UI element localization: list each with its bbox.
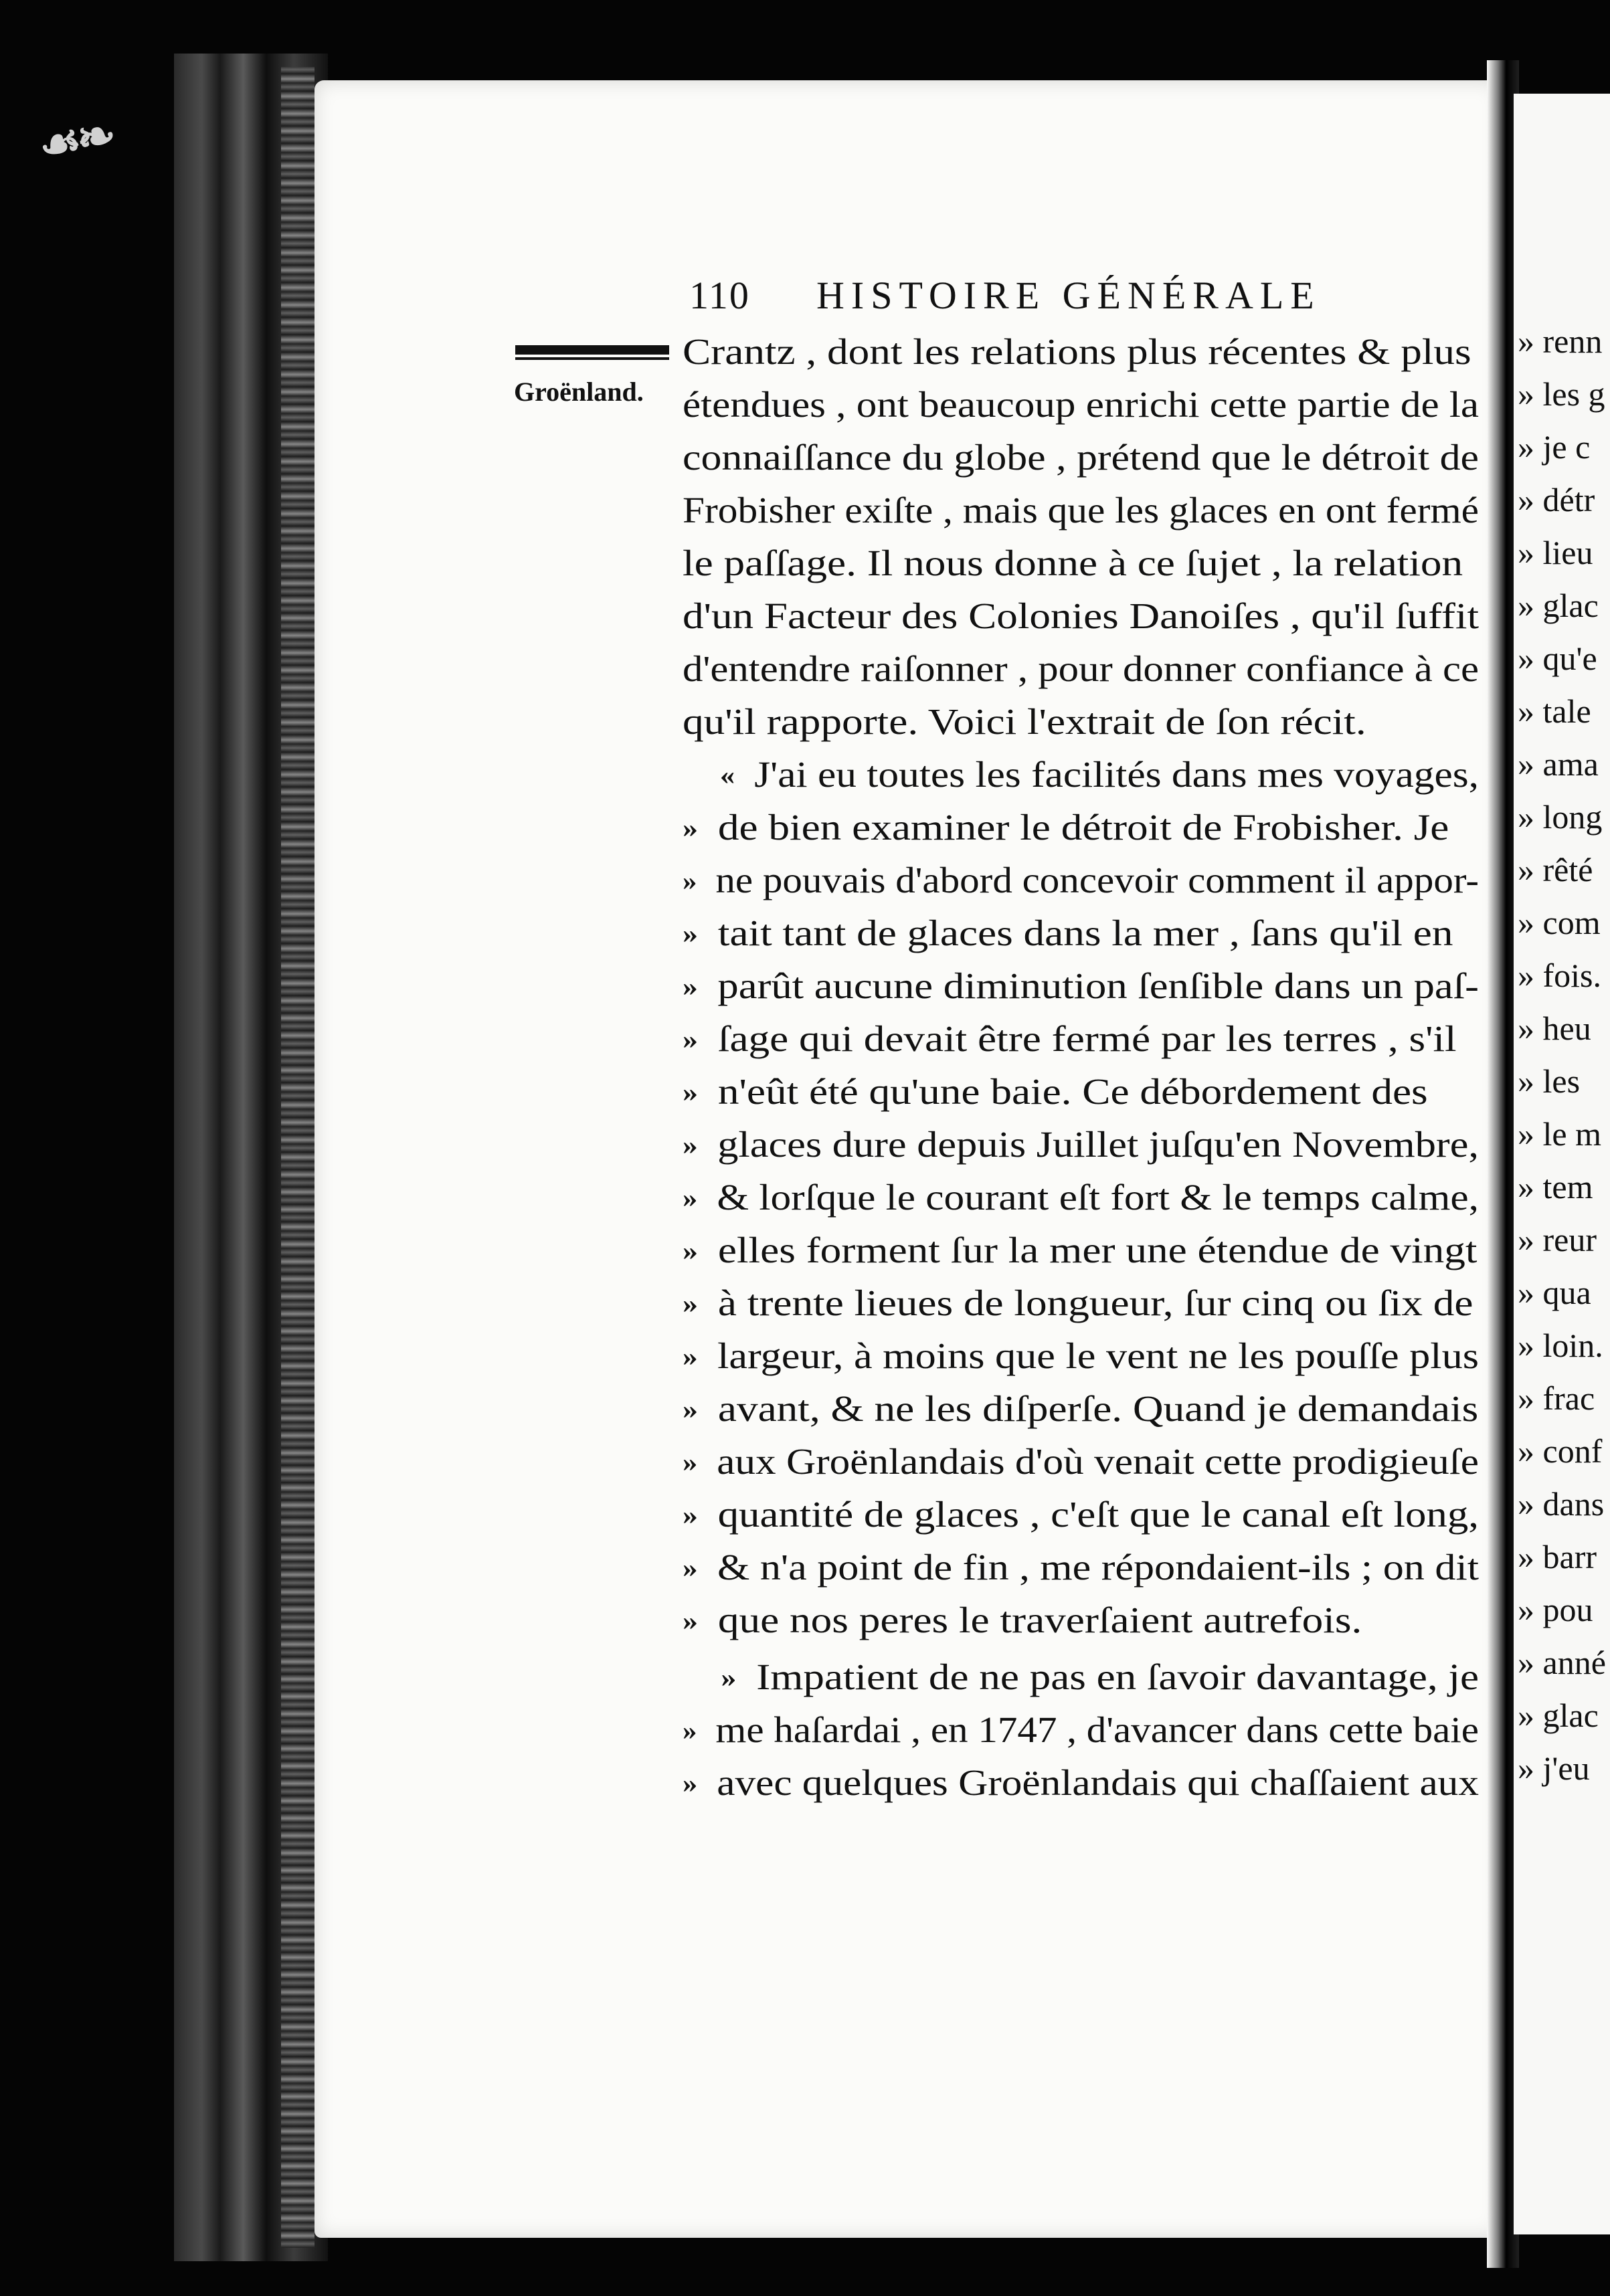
line-text: tait tant de glaces dans la mer , ſans qu'il en: [717, 913, 1453, 953]
text-line: [683, 1332, 1592, 1380]
facing-page-line: » le m: [1518, 1115, 1601, 1153]
line-text: le paſſage. Il nous donne à ce ſujet , la relation: [683, 543, 1463, 583]
facing-page-line: » fois.: [1518, 957, 1601, 994]
facing-page-line: » tem: [1518, 1168, 1593, 1206]
quote-mark: »: [683, 1341, 698, 1371]
text-line: [683, 1596, 1606, 1644]
quote-mark: »: [683, 1447, 698, 1477]
line-text: ne pouvais d'abord concevoir comment il appor-: [715, 860, 1479, 900]
facing-page-line: » je c: [1518, 428, 1591, 466]
quote-mark: »: [721, 1662, 737, 1693]
text-line: [683, 434, 1585, 482]
margin-note: Groënland.: [514, 377, 644, 407]
facing-page-line: » reur: [1518, 1221, 1597, 1258]
text-line: [683, 1491, 1601, 1539]
quote-mark: »: [683, 813, 698, 843]
text-line: [683, 1543, 1590, 1592]
facing-page-line: » les g: [1518, 375, 1605, 413]
facing-page-line: » dans: [1518, 1485, 1605, 1523]
quote-mark: »: [683, 1394, 698, 1424]
facing-page-line: » loin.: [1518, 1327, 1603, 1364]
header-title: HISTOIRE GÉNÉRALE: [816, 274, 1321, 317]
quote-mark: »: [683, 1606, 698, 1636]
quote-mark: »: [683, 1130, 698, 1160]
text-line: [683, 1173, 1579, 1222]
quote-mark: »: [683, 1715, 697, 1745]
facing-page-line: » tale: [1518, 692, 1591, 730]
facing-page-line: » renn: [1518, 322, 1603, 360]
quote-mark: »: [683, 971, 698, 1001]
line-text: avec quelques Groënlandais qui chaſſaient aux: [717, 1762, 1479, 1803]
text-line: [683, 1121, 1594, 1169]
text-line: [683, 486, 1549, 535]
margin-rule-thin: [515, 357, 669, 360]
quote-mark: »: [683, 1024, 698, 1054]
facing-page-line: » anné: [1518, 1644, 1606, 1681]
line-text: Impatient de ne pas en ſavoir davantage, je: [756, 1656, 1479, 1697]
text-line: [683, 592, 1605, 640]
line-text: qu'il rapporte. Voici l'extrait de ſon récit.: [683, 701, 1366, 742]
text-line: [683, 645, 1571, 693]
line-text: quantité de glaces , c'eſt que le canal eſt long,: [717, 1494, 1479, 1535]
text-line: [683, 962, 1597, 1010]
facing-page-line: » heu: [1518, 1010, 1591, 1047]
facing-page-line: » détr: [1518, 481, 1595, 518]
text-line: [683, 1385, 1606, 1433]
line-text: J'ai eu toutes les facilités dans mes voyages,: [754, 754, 1479, 795]
line-text: d'entendre raiſonner , pour donner confiance à ce: [683, 648, 1479, 689]
quote-mark: »: [683, 1553, 698, 1583]
text-line: [683, 1068, 1606, 1116]
text-line: [683, 909, 1606, 957]
line-text: étendues , ont beaucoup enrichi cette partie de la: [683, 384, 1479, 425]
line-text: glaces dure depuis Juillet juſqu'en Novembre,: [717, 1124, 1479, 1165]
line-text: parût aucune diminution ſenſible dans un paſ-: [717, 965, 1479, 1006]
facing-page-line: » frac: [1518, 1379, 1595, 1417]
line-text: elles forment ſur la mer une étendue de vingt: [717, 1230, 1478, 1270]
line-text: d'un Facteur des Colonies Danoiſes , qu'il ſuffit: [683, 595, 1479, 636]
line-text: & lorſque le courant eſt fort & le temps calme,: [717, 1177, 1479, 1218]
line-text: n'eût été qu'une baie. Ce débordement des: [717, 1071, 1428, 1112]
text-line: [683, 1279, 1606, 1327]
facing-page-line: » j'eu: [1518, 1749, 1590, 1787]
quote-mark: »: [683, 1768, 698, 1798]
line-text: Crantz , dont les relations plus récentes & plus: [683, 331, 1471, 372]
margin-rule: [515, 345, 669, 355]
line-text: avant, & ne les diſperſe. Quand je demandais: [717, 1388, 1479, 1429]
facing-page-line: » qua: [1518, 1274, 1591, 1311]
text-line: [683, 539, 1606, 587]
line-text: me haſardai , en 1747 , d'avancer dans cette baie: [715, 1709, 1479, 1750]
facing-page-line: » ama: [1518, 745, 1599, 783]
facing-page-line: » com: [1518, 904, 1601, 941]
line-text: connaiſſance du globe , prétend que le détroit de: [683, 437, 1479, 478]
quote-mark: »: [683, 1183, 698, 1213]
line-text: de bien examiner le détroit de Frobisher. Je: [717, 807, 1449, 848]
text-line: [683, 698, 1606, 746]
facing-page-line: » lieu: [1518, 534, 1593, 571]
facing-page-line: » glac: [1518, 1697, 1599, 1734]
facing-page-line: » rêté: [1518, 851, 1593, 888]
quote-mark: »: [683, 866, 697, 896]
text-line: [683, 1226, 1606, 1274]
facing-page-line: » long: [1518, 798, 1603, 836]
text-line: [683, 803, 1606, 852]
quote-mark: »: [683, 919, 698, 949]
quote-mark: »: [683, 1500, 698, 1530]
quote-mark: »: [683, 1077, 698, 1107]
line-text: que nos peres le traverſaient autrefois.: [717, 1600, 1362, 1640]
text-line: [683, 1759, 1577, 1807]
text-line: [683, 1438, 1577, 1486]
page-number: 110: [689, 274, 750, 317]
text-line: [683, 751, 1580, 799]
text-line: [683, 1015, 1606, 1063]
facing-page-line: » glac: [1518, 587, 1599, 624]
facing-page-line: » barr: [1518, 1538, 1597, 1575]
facing-page-line: » qu'e: [1518, 640, 1597, 677]
text-line: [683, 1706, 1545, 1754]
text-line: [683, 1653, 1604, 1701]
text-line: [683, 328, 1606, 376]
quote-mark: »: [683, 1288, 698, 1319]
facing-page-line: » conf: [1518, 1432, 1603, 1470]
line-text: ſage qui devait être fermé par les terres , s'il: [717, 1018, 1457, 1059]
text-line: [683, 856, 1544, 904]
line-text: aux Groënlandais d'où venait cette prodigieuſe: [717, 1441, 1479, 1482]
quote-mark: »: [683, 1236, 698, 1266]
running-header: [689, 273, 1412, 320]
line-text: à trente lieues de longueur, ſur cinq ou ſix de: [717, 1282, 1473, 1323]
line-text: Frobisher exiſte , mais que les glaces en ont fermé: [683, 490, 1479, 531]
library-stamp: ☙❧: [35, 109, 116, 173]
line-text: & n'a point de fin , me répondaient-ils ; on dit: [717, 1547, 1479, 1588]
text-line: [683, 381, 1575, 429]
facing-page-line: » pou: [1518, 1591, 1593, 1628]
line-text: largeur, à moins que le vent ne les pouſſe plus: [717, 1335, 1479, 1376]
page-edges: [281, 67, 315, 2248]
quote-mark: «: [719, 760, 735, 790]
facing-page-line: » les: [1518, 1062, 1581, 1100]
